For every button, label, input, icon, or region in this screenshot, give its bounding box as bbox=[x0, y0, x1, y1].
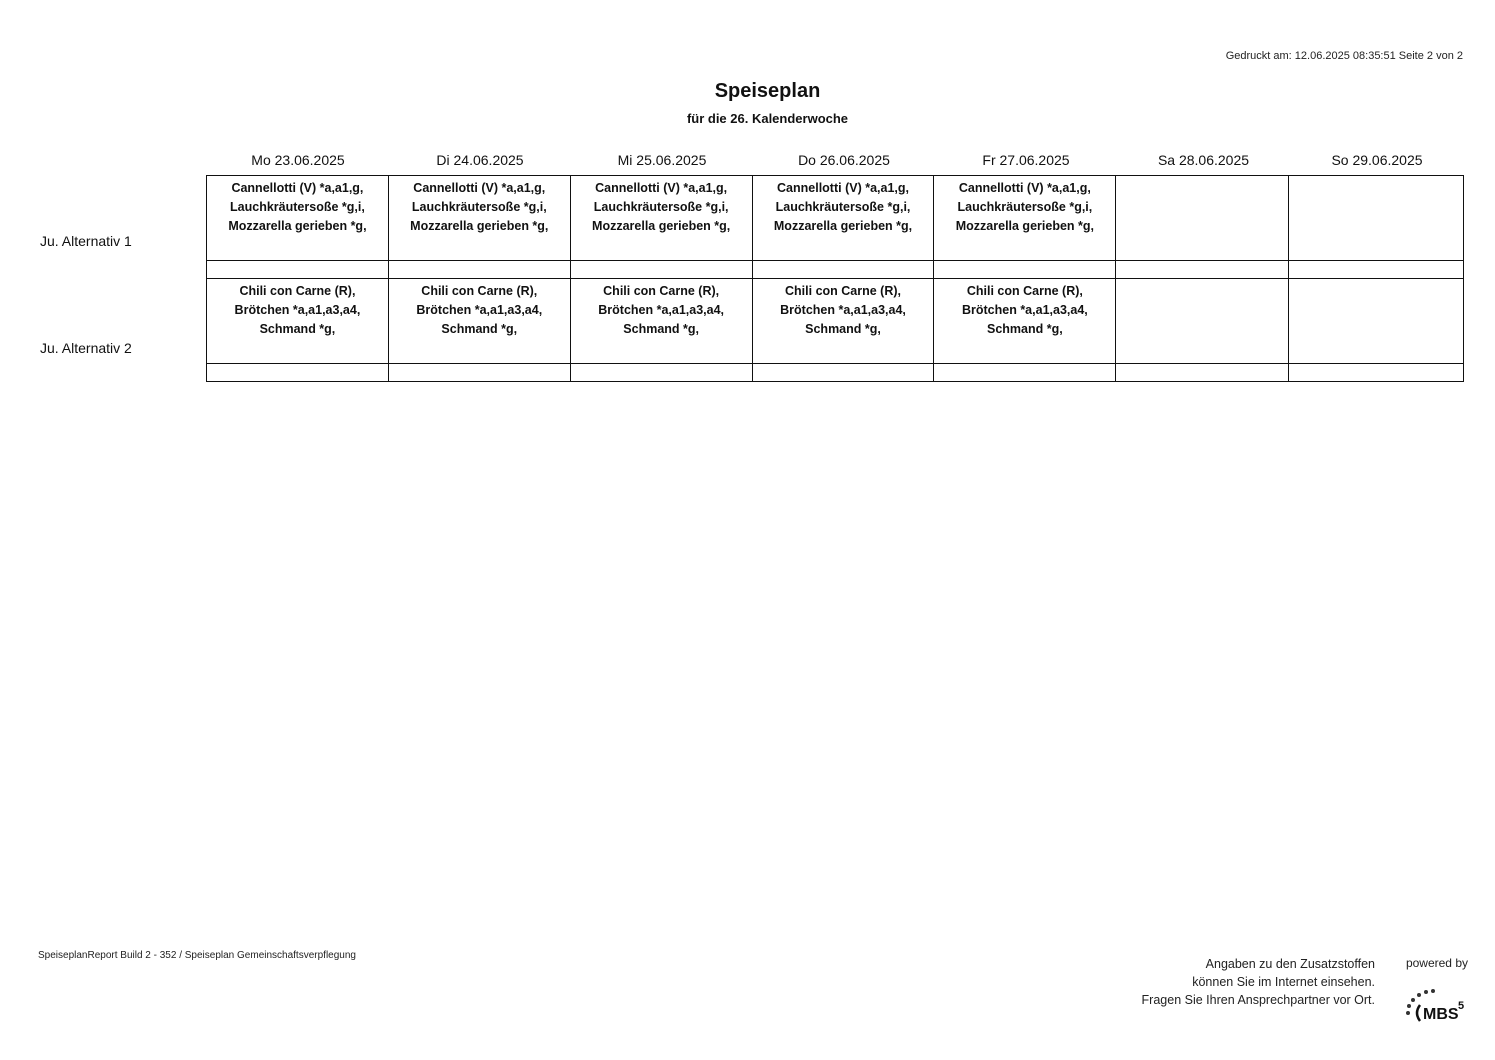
menu-item-line: Chili con Carne (R), bbox=[421, 284, 538, 298]
page-title: Speiseplan bbox=[714, 80, 821, 102]
menu-cell bbox=[1116, 279, 1289, 381]
page-subtitle: für die 26. Kalenderwoche bbox=[686, 111, 849, 126]
menu-cell-footer bbox=[753, 260, 934, 278]
menu-item-line: Brötchen *a,a1,a3,a4, bbox=[961, 303, 1088, 317]
menu-cell-content bbox=[934, 176, 1115, 260]
menu-cell-footer bbox=[207, 363, 388, 381]
day-header: Mi 25.06.2025 bbox=[617, 152, 707, 168]
menu-item-line: Cannellotti (V) *a,a1,g, bbox=[595, 181, 728, 195]
menu-item-line: Mozzarella gerieben *g, bbox=[955, 219, 1094, 233]
menu-cell-footer bbox=[571, 363, 752, 381]
menu-cell-content bbox=[389, 176, 570, 260]
menu-cell-footer bbox=[1116, 363, 1288, 381]
day-header: Do 26.06.2025 bbox=[798, 152, 890, 168]
menu-cell-footer bbox=[934, 363, 1115, 381]
menu-item-line: Mozzarella gerieben *g, bbox=[773, 219, 913, 233]
report-info: SpeiseplanReport Build 2 - 352 / Speiseplan Gemeinschaftsverpflegung bbox=[38, 950, 356, 961]
menu-cell bbox=[753, 176, 935, 278]
day-header: Sa 28.06.2025 bbox=[1157, 152, 1250, 168]
menu-item-line: Mozzarella gerieben *g, bbox=[410, 219, 549, 233]
menu-cell-content bbox=[1289, 176, 1463, 260]
logo-superscript: 5 bbox=[1458, 1000, 1465, 1012]
menu-cell-content bbox=[1116, 279, 1288, 363]
menu-item-line: Cannellotti (V) *a,a1,g, bbox=[413, 181, 546, 195]
menu-item-line: Mozzarella gerieben *g, bbox=[592, 219, 731, 233]
additives-note-line: können Sie im Internet einsehen. bbox=[1192, 975, 1375, 989]
menu-cell bbox=[934, 279, 1116, 381]
menu-item-line: Cannellotti (V) *a,a1,g, bbox=[777, 181, 909, 195]
menu-table bbox=[206, 175, 1464, 382]
menu-item-line: Schmand *g, bbox=[805, 322, 881, 336]
menu-cell bbox=[571, 176, 753, 278]
menu-cell-content bbox=[934, 279, 1115, 363]
menu-item-line: Cannellotti (V) *a,a1,g, bbox=[231, 181, 364, 195]
menu-cell-content bbox=[753, 279, 934, 363]
menu-cell bbox=[389, 279, 571, 381]
menu-item-line: Lauchkräutersoße *g,i, bbox=[957, 200, 1093, 214]
menu-item-line: Lauchkräutersoße *g,i, bbox=[593, 200, 729, 214]
menu-cell bbox=[1116, 176, 1289, 278]
day-header: Mo 23.06.2025 bbox=[251, 152, 345, 168]
mbs-logo bbox=[1396, 975, 1468, 1027]
menu-item-line: Lauchkräutersoße *g,i, bbox=[411, 200, 547, 214]
mbs-logo-graphic bbox=[1396, 975, 1468, 1027]
menu-row bbox=[207, 176, 1463, 279]
menu-cell-footer bbox=[753, 363, 934, 381]
day-header: Fr 27.06.2025 bbox=[982, 152, 1070, 168]
powered-by-label: powered by bbox=[1405, 956, 1468, 970]
menu-cell-content bbox=[1116, 176, 1288, 260]
menu-cell bbox=[207, 279, 389, 381]
menu-cell-footer bbox=[1289, 260, 1463, 278]
menu-item-line: Schmand *g, bbox=[441, 322, 518, 336]
menu-cell-footer bbox=[389, 260, 570, 278]
menu-cell-footer bbox=[571, 260, 752, 278]
menu-item-line: Brötchen *a,a1,a3,a4, bbox=[780, 303, 906, 317]
menu-item-line: Chili con Carne (R), bbox=[239, 284, 356, 298]
day-header: So 29.06.2025 bbox=[1331, 152, 1423, 168]
menu-cell-footer bbox=[1289, 363, 1463, 381]
menu-cell bbox=[571, 279, 753, 381]
day-header: Di 24.06.2025 bbox=[436, 152, 524, 168]
menu-cell-footer bbox=[389, 363, 570, 381]
menu-item-line: Mozzarella gerieben *g, bbox=[228, 219, 367, 233]
menu-item-line: Schmand *g, bbox=[987, 322, 1063, 336]
menu-item-line: Schmand *g, bbox=[623, 322, 699, 336]
row-label: Ju. Alternativ 2 bbox=[40, 340, 132, 356]
menu-item-line: Schmand *g, bbox=[259, 322, 336, 336]
printed-timestamp: Gedruckt am: 12.06.2025 08:35:51 Seite 2 von 2 bbox=[1225, 50, 1463, 62]
menu-item-line: Chili con Carne (R), bbox=[966, 284, 1083, 298]
menu-cell bbox=[1289, 279, 1463, 381]
menu-cell-content bbox=[207, 279, 388, 363]
menu-cell-content bbox=[1289, 279, 1463, 363]
menu-cell-content bbox=[571, 279, 752, 363]
additives-note bbox=[1142, 955, 1375, 1009]
menu-cell-content bbox=[389, 279, 570, 363]
menu-item-line: Chili con Carne (R), bbox=[785, 284, 901, 298]
menu-cell bbox=[934, 176, 1116, 278]
menu-cell-content bbox=[753, 176, 934, 260]
logo-text: MBS bbox=[1423, 1006, 1459, 1023]
day-header-row bbox=[207, 152, 1464, 168]
menu-item-line: Lauchkräutersoße *g,i, bbox=[230, 200, 365, 214]
menu-cell-content bbox=[207, 176, 388, 260]
menu-cell bbox=[1289, 176, 1463, 278]
menu-row bbox=[207, 279, 1463, 381]
menu-cell-footer bbox=[934, 260, 1115, 278]
menu-cell-footer bbox=[207, 260, 388, 278]
menu-cell bbox=[753, 279, 935, 381]
menu-cell-content bbox=[571, 176, 752, 260]
menu-item-line: Brötchen *a,a1,a3,a4, bbox=[598, 303, 725, 317]
menu-item-line: Brötchen *a,a1,a3,a4, bbox=[416, 303, 543, 317]
menu-item-line: Lauchkräutersoße *g,i, bbox=[775, 200, 911, 214]
additives-note-line: Angaben zu den Zusatzstoffen bbox=[1205, 957, 1375, 971]
row-label: Ju. Alternativ 1 bbox=[40, 233, 132, 249]
menu-cell bbox=[207, 176, 389, 278]
menu-cell bbox=[389, 176, 571, 278]
menu-item-line: Cannellotti (V) *a,a1,g, bbox=[958, 181, 1091, 195]
menu-item-line: Brötchen *a,a1,a3,a4, bbox=[234, 303, 361, 317]
menu-cell-footer bbox=[1116, 260, 1288, 278]
additives-note-line: Fragen Sie Ihren Ansprechpartner vor Ort. bbox=[1141, 993, 1375, 1007]
menu-item-line: Chili con Carne (R), bbox=[603, 284, 720, 298]
